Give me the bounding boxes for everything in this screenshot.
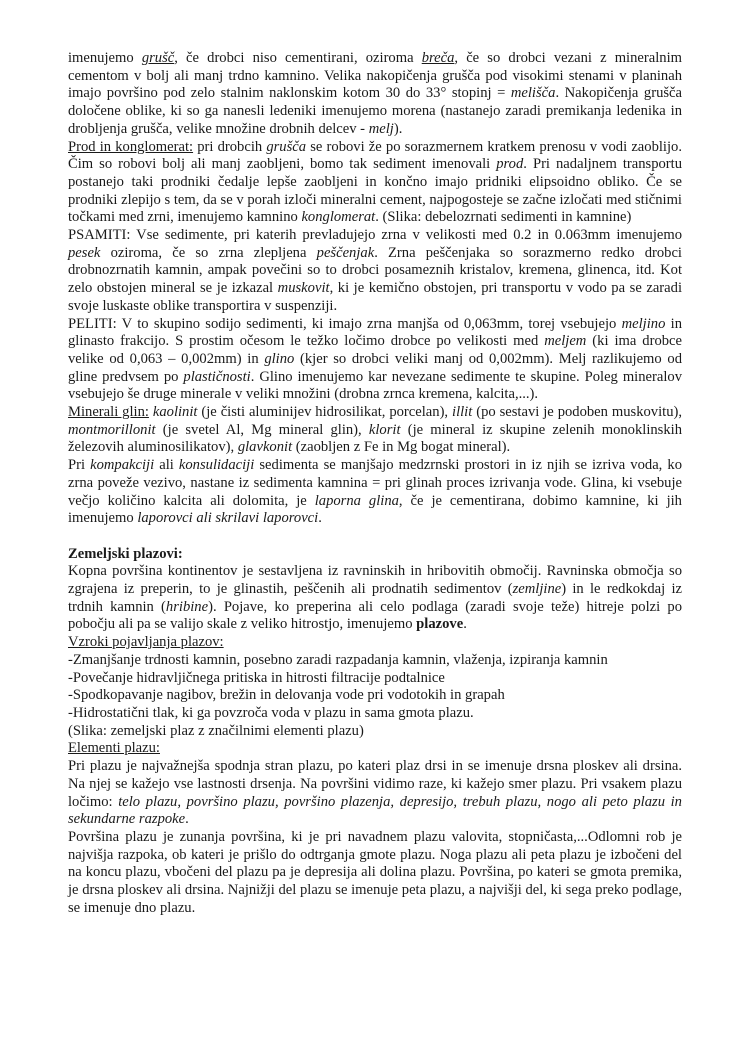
section-label-minerali: Minerali glin: bbox=[68, 404, 149, 421]
section-heading-plazovi: Zemeljski plazovi: bbox=[68, 545, 183, 562]
section-label-vzroki: Vzroki pojavljanja plazov: bbox=[68, 634, 224, 651]
paragraph-prod: Prod in konglomerat: pri drobcih grušča se robovi že po sorazmernem kratkem prenosu v vodi zaoblijo. Čim so robovi bolj ali manj zaobljeni, bomo tak sediment imenovali prod. Pri nadaljnem transportu postanejo taki prodniki čedalje lepše zaobljeni in končno imajo pridniki elipsoidno obliko. Če se prodniki zlepijo s tem, da se v porah izloči mineralni cement, najpogosteje se začne izločati med stičnimi točkami med zrni, imenujemo kamnino konglomerat. (Slika: debelozrnati sedimenti in kamnine) bbox=[68, 138, 682, 226]
figure-caption: (Slika: zemeljski plaz z značilnimi elementi plazu) bbox=[68, 722, 364, 739]
paragraph-peliti: PELITI: V to skupino sodijo sedimenti, ki imajo zrna manjša od 0,063mm, torej vsebujejo meljino in glinasto frakcijo. S prostim očesom le težko ločimo drobce po velikosti med meljem (ki ima drobce velike od 0,063 – 0,002mm) in glino (kjer so drobci veliki manj od 0,002mm). Melj razlikujemo od gline predvsem po plastičnosti. Glino imenujemo kar nevezane sedimente te skupine. Poleg mineralov vsebujejo še druge minerale v veliki množini (drobna zrnca kremena, kalcita,...). bbox=[68, 315, 682, 403]
list-item: -Hidrostatični tlak, ki ga povzroča voda v plazu in sama gmota plazu. bbox=[68, 705, 474, 721]
list-item: -Povečanje hidravljičnega pritiska in hitrosti filtracije podtalnice bbox=[68, 669, 445, 686]
paragraph-psamiti: PSAMITI: Vse sedimente, pri katerih prevladujejo zrna v velikosti med 0.2 in 0.063mm imenujemo pesek oziroma, če so zrna zlepljena peščenjak. Zrna peščenjaka so sorazmerno redko drobci drobnozrnatih kamnin, ampak povečini so to drobci posameznih kristalov, kremena, glinenca, itd. Kot zelo obstojen mineral se je izkazal muskovit, ki je kemično obstojen, pri transportu v vodo pa se zaradi svoje luskaste oblike transportira v suspenziji. bbox=[68, 227, 682, 314]
term-grusc: grušč bbox=[141, 50, 175, 66]
paragraph-grusc: imenujemo grušč, če drobci niso cementirani, oziroma breča, če so drobci vezani z mineralnim cementom v bolj ali manj trdno kamnino. Velika nakopičenja grušča pod visokimi stenami v planinah imajo površino pod zelo stalnim naklonskim kotom 30 do 33° stopinj = melišča. Nakopičenja grušča določene oblike, ki so ga nanesli ledeniki imenujemo morena (nastanejo zaradi premikanja ledenika in drobljenja grušča, velike množine drobnih delcev - melj). bbox=[68, 50, 682, 137]
section-label-elementi: Elementi plazu: bbox=[68, 740, 160, 757]
term-breca: breča bbox=[421, 50, 455, 66]
list-item: -Zmanjšanje trdnosti kamnin, posebno zaradi razpadanja kamnin, vlaženja, izpiranja kamnin bbox=[68, 651, 608, 668]
paragraph-minerali-glin: Minerali glin: kaolinit (je čisti aluminijev hidrosilikat, porcelan), illit (po sestavi je podoben muskovitu), montmorillonit (je svetel Al, Mg mineral glin), klorit (je mineral iz skupine zelenih monoklinskih železovih aluminosilikatov), glavkonit (zaobljen z Fe in Mg bogat mineral). bbox=[68, 404, 683, 456]
paragraph-povrsina-plazu: Površina plazu je zunanja površina, ki je pri navadnem plazu valovita, stopničasta,...Odlomni rob je najvišja razpoka, ob kateri je prišlo do odtrganja gmote plazu. Noga plazu ali peta plazu je izbočeni del na koncu plazu, vbočeni del plazu pa je depresija ali dolina plazu. Površina, po kateri se gmota premika, je drsna ploskev ali drsina. Najnižji del plazu se imenuje peta plazu, a najvišji del, ki sega preko podlage, se imenuje dno plazu. bbox=[68, 828, 682, 916]
paragraph-kompakcija: Pri kompakciji ali konsulidaciji sedimenta se manjšajo medzrnski prostori in iz njih se izriva voda, ko zrna poveže vezivo, nastane iz sedimenta kamnina = pri glinah proces izrivanja vode. Glina, ki vsebuje večjo količino kalcita ali dolomita, je laporna glina, če je cementirana, dobimo kamnine, ki jih imenujemo laporovci ali skrilavi laporovci. bbox=[68, 457, 682, 527]
section-label-prod: Prod in konglomerat: bbox=[68, 138, 194, 155]
paragraph-plazovi-intro: Kopna površina kontinentov je sestavljena iz ravninskih in hribovitih območij. Ravninska območja so zgrajena iz preperin, to je glinastih, peščenih ali prodnatih sedimentov (zemljine) in le redkokdaj iz trdnih kamnin (hribine). Pojave, ko preperina ali celo podlaga (zaradi svoje teže) hitreje polzi po pobočju ali pa se valijo skale z veliko hitrostjo, imenujemo plazove. bbox=[68, 563, 682, 633]
paragraph-elementi: Pri plazu je najvažnejša spodnja stran plazu, po kateri plaz drsi in se imenuje drsna ploskev ali drsina. Na njej se kažejo vse lastnosti drsenja. Na površini vidimo raze, ki kažejo smer plazu. Pri vsakem plazu ločimo: telo plazu, površino plazu, površino plazenja, depresijo, trebuh plazu, nogo ali peto plazu in sekundarne razpoke. bbox=[68, 758, 682, 828]
causes-list bbox=[68, 634, 682, 740]
document-page bbox=[68, 50, 682, 917]
list-item: -Spodkopavanje nagibov, brežin in delovanja vode pri vodotokih in grapah bbox=[68, 687, 505, 704]
